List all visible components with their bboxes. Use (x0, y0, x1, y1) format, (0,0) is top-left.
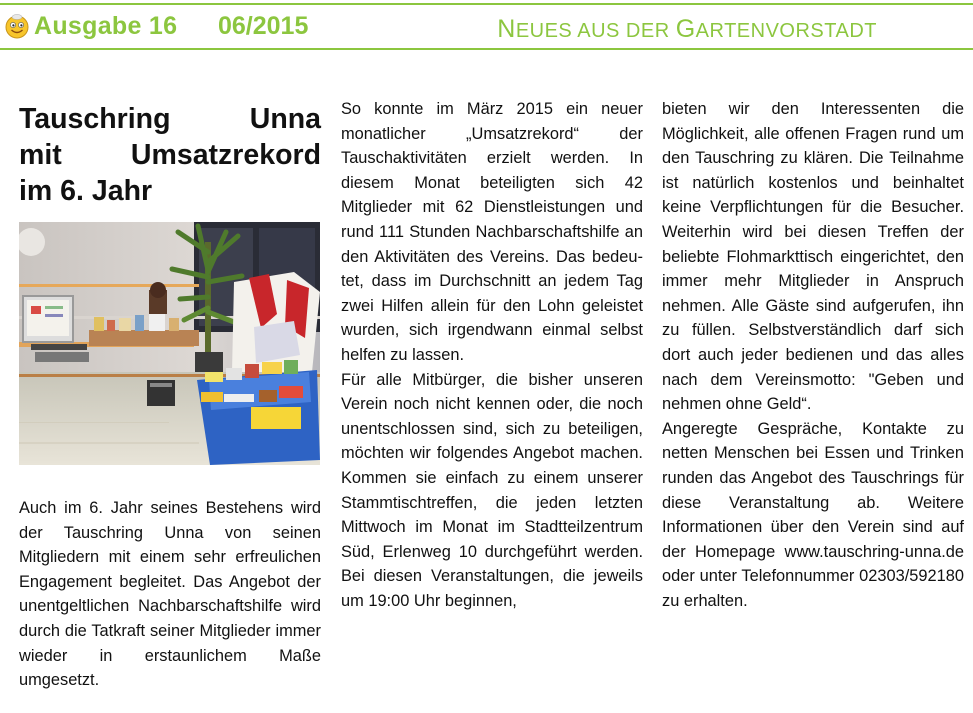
article-column-1 (19, 496, 321, 693)
article-title (19, 101, 321, 209)
title-line: mit Umsatzrekord (19, 139, 321, 171)
paragraph: So konnte im März 2015 ein neuer monatlicher „Umsatzrekord“ der Tauschaktivitäten erzielt werden. In diesem Monat beteiligten sich 42 Mitglieder mit 62 Dienstleistungen und rund 111 Stunden Nachbarschaftshilfe an den Aktivitäten des Vereins. Das bedeutet, dass im Durchschnitt an jedem Tag zwei Hilfen allein für den Lohn geleistet wurden, sich irgendwann einmal selbst helfen zu lassen. (341, 100, 643, 364)
paragraph: Für alle Mitbürger, die bisher unseren Verein noch nicht kennen oder, die noch unentschlossen sind, sich zu beteiligen, möchten wir folgendes Angebot machen. Kommen sie einfach zu einem unserer Stammtischtreffen, die jeden letzten Mittwoch im Monat im Stadtteilzentrum Süd, Erlenweg 10 durchgeführt werden. Bei diesen Veranstaltungen, die jeweils um 19:00 Uhr beginnen, (341, 370, 643, 610)
paragraph: Angeregte Gespräche, Kontakte zu netten Menschen bei Essen und Trinken runden das Angebot des Tauschrings für diese Veranstaltung ab. Weitere Informationen über den Verein sind auf der Homepage www.tauschring-unna.de oder unter Telefonnummer 02303/592180 zu erhalten. (662, 419, 964, 610)
issue-date: 06/2015 (218, 12, 309, 40)
issue-number: Ausgabe 16 (34, 12, 178, 40)
article-column-3 (662, 97, 964, 613)
section-title: NEUES AUS DER GARTENVORSTADT (497, 15, 877, 43)
header-top-rule (0, 3, 973, 5)
paragraph: bieten wir den Interessenten die Möglichkeit, alle offenen Fragen rund um den Tauschring zu klären. Die Teilnahme ist natürlich kostenlos und beinhaltet keine Verpflichtungen für die Besucher. Weiterhin wird bei diesen Treffen der beliebte Flohmarkttisch eingerichtet, den immer mehr Mitglieder in Anspruch nehmen. Alle Gäste sind aufgerufen, ihn zu füllen. Selbstverständlich darf sich dort auch jeder bedienen und das alles nach dem Vereinsmotto: "Geben und nehmen ohne Geld“. (662, 100, 964, 414)
article-photo (19, 222, 320, 465)
paragraph: Auch im 6. Jahr seines Bestehens wird der Tauschring Unna von seinen Mitgliedern mit einem sehr erfreulichen Engagement begleitet. Das Angebot der unentgeltlichen Nachbarschaftshilfe wird durch die Tatkraft seiner Mitglieder immer wieder in erstaunlichem Maße umgesetzt. (19, 499, 321, 690)
article-column-2 (341, 97, 643, 613)
header-bottom-rule (0, 48, 973, 50)
page-header (0, 0, 973, 50)
title-line: im 6. Jahr (19, 175, 153, 207)
exhibition-photo-illustration (19, 222, 320, 465)
smiley-icon (4, 13, 30, 39)
title-line: Tauschring Unna (19, 103, 321, 135)
